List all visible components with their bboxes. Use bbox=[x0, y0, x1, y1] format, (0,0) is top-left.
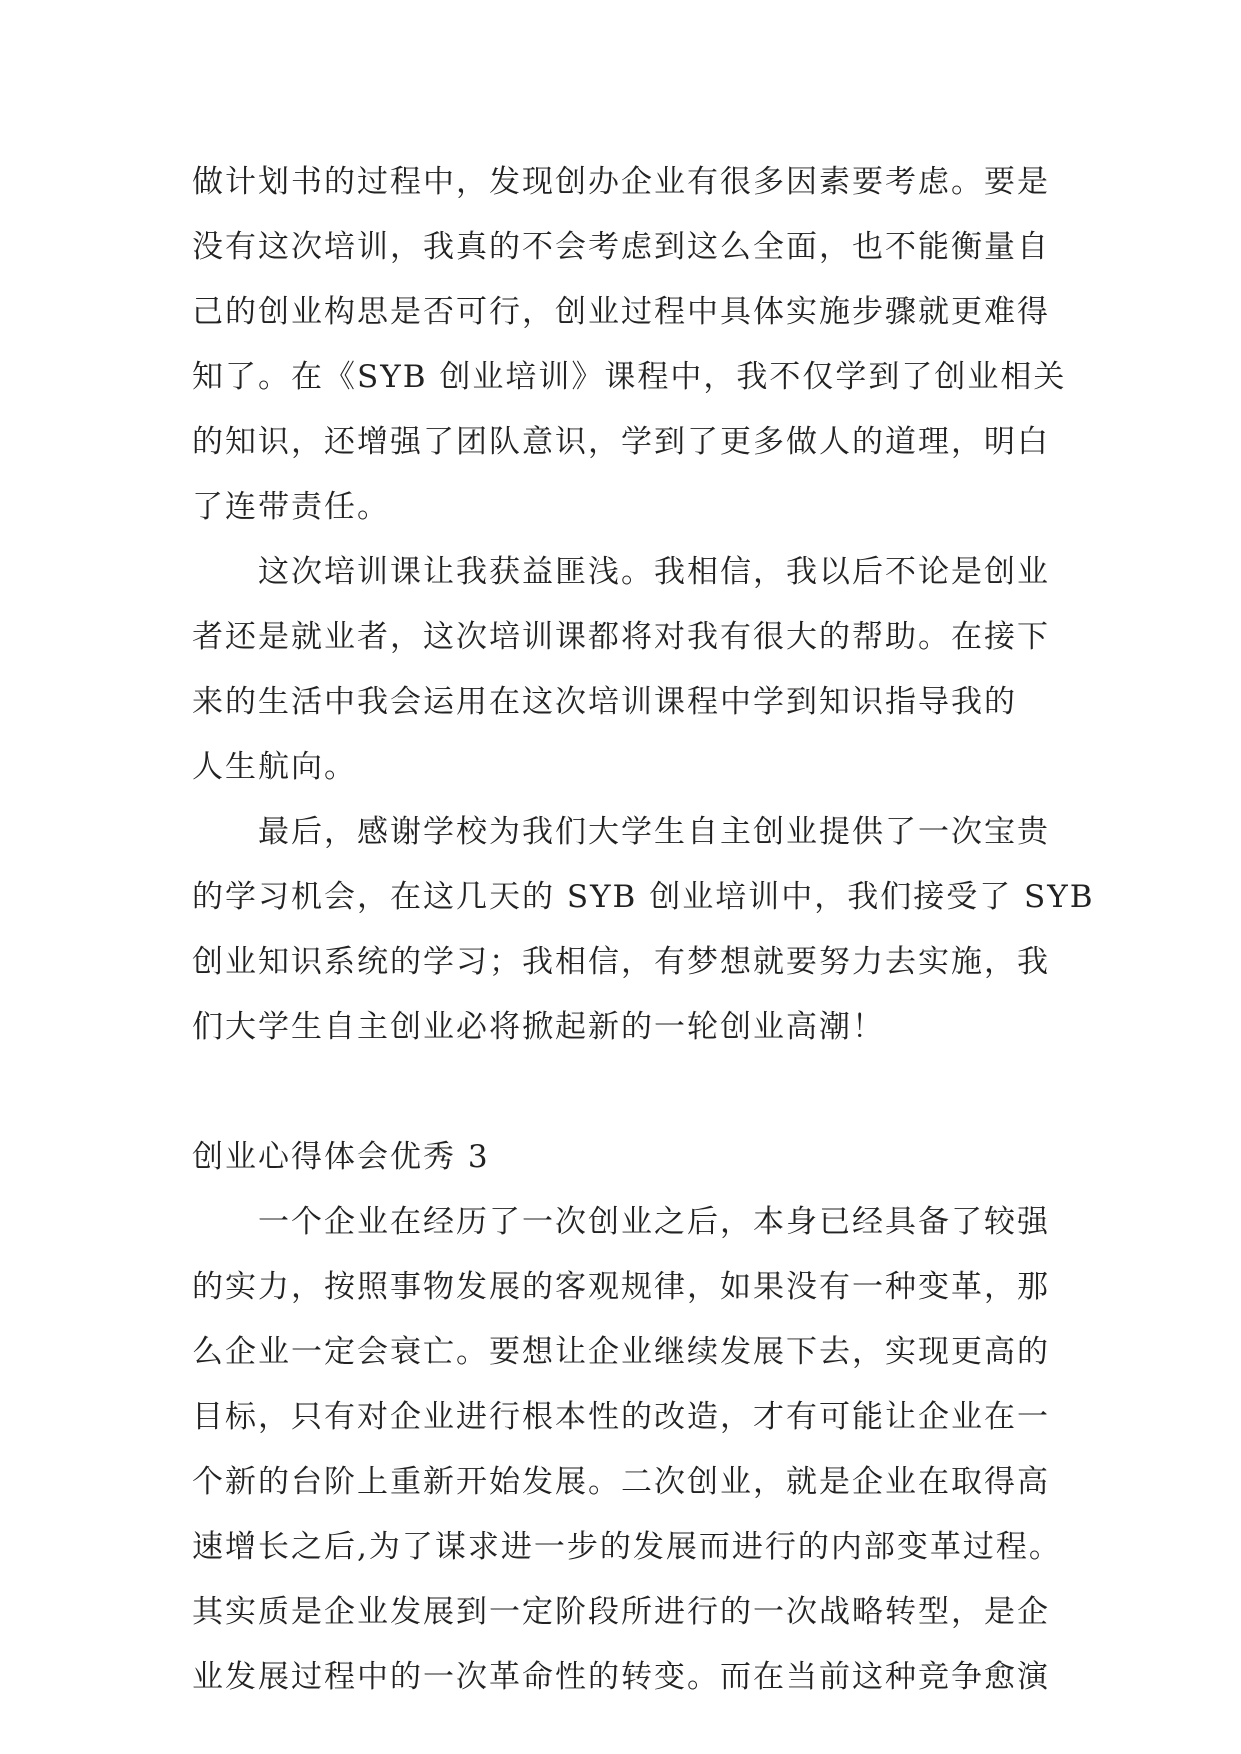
text-line: 人生航向。 bbox=[192, 749, 357, 785]
text-line: 没有这次培训，我真的不会考虑到这么全面，也不能衡量自 bbox=[192, 229, 1050, 265]
text-line: 的实力，按照事物发展的客观规律，如果没有一种变革，那 bbox=[192, 1269, 1050, 1305]
section-gap bbox=[192, 1060, 1054, 1125]
text-line: 来的生活中我会运用在这次培训课程中学到知识指导我的 bbox=[192, 684, 1017, 720]
text-line: 这次培训课让我获益匪浅。我相信，我以后不论是创业 bbox=[258, 554, 1050, 590]
paragraph-2 bbox=[192, 540, 1054, 800]
text-line: 做计划书的过程中，发现创办企业有很多因素要考虑。要是 bbox=[192, 164, 1050, 200]
text-line: 个新的台阶上重新开始发展。二次创业，就是企业在取得高 bbox=[192, 1464, 1050, 1500]
text-line: 么企业一定会衰亡。要想让企业继续发展下去，实现更高的 bbox=[192, 1334, 1050, 1370]
text-line: 其实质是企业发展到一定阶段所进行的一次战略转型，是企 bbox=[192, 1594, 1050, 1630]
paragraph-4 bbox=[192, 1190, 1062, 1710]
text-line: 最后，感谢学校为我们大学生自主创业提供了一次宝贵 bbox=[258, 814, 1050, 850]
text-line: 一个企业在经历了一次创业之后，本身已经具备了较强 bbox=[258, 1204, 1050, 1240]
text-line: 己的创业构思是否可行，创业过程中具体实施步骤就更难得 bbox=[192, 294, 1050, 330]
text-line: 业发展过程中的一次革命性的转变。而在当前这种竞争愈演 bbox=[192, 1659, 1050, 1695]
text-line: 创业知识系统的学习；我相信，有梦想就要努力去实施，我 bbox=[192, 944, 1050, 980]
section-heading: 创业心得体会优秀 3 bbox=[192, 1139, 490, 1175]
paragraph-1 bbox=[192, 150, 1067, 540]
text-line: 们大学生自主创业必将掀起新的一轮创业高潮！ bbox=[192, 1009, 885, 1045]
document-page bbox=[192, 150, 1095, 1710]
text-line: 速增长之后,为了谋求进一步的发展而进行的内部变革过程。 bbox=[192, 1529, 1062, 1565]
text-line: 了连带责任。 bbox=[192, 489, 390, 525]
text-line: 的知识，还增强了团队意识，学到了更多做人的道理，明白 bbox=[192, 424, 1050, 460]
text-line: 的学习机会，在这几天的 SYB 创业培训中，我们接受了 SYB bbox=[192, 879, 1095, 915]
text-line: 目标，只有对企业进行根本性的改造，才有可能让企业在一 bbox=[192, 1399, 1050, 1435]
text-line: 者还是就业者，这次培训课都将对我有很大的帮助。在接下 bbox=[192, 619, 1050, 655]
paragraph-3 bbox=[192, 800, 1095, 1060]
text-line: 知了。在《SYB 创业培训》课程中，我不仅学到了创业相关 bbox=[192, 359, 1067, 395]
